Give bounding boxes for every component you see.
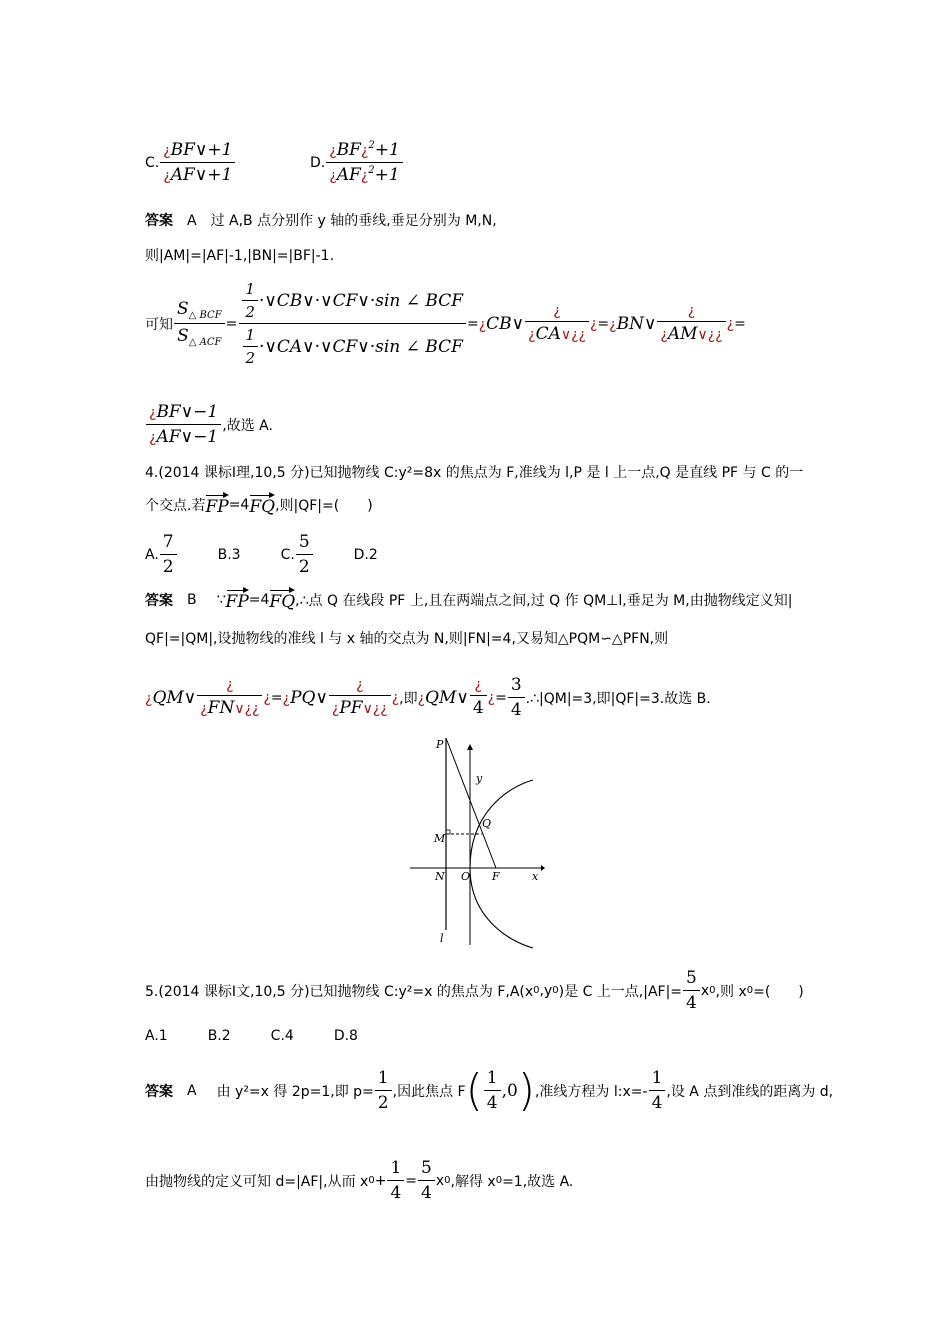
label-y: y xyxy=(476,772,483,785)
label-l: l xyxy=(440,932,444,945)
parabola-curve xyxy=(470,780,533,948)
label-m: M xyxy=(434,832,446,845)
label-q: Q xyxy=(482,817,492,830)
q3-result: $\frac{¿BF\vee-1}{¿AF\vee-1}$ ,故选 A. xyxy=(145,402,273,447)
y-axis-arrow xyxy=(467,744,473,750)
q5-solution-line2: 由抛物线的定义可知 d=|AF|,从而 x 0 + $\frac{1}{4}$ = $\frac{5}{4}$ x 0 ,解得 x 0 =1,故选 A. xyxy=(145,1158,574,1203)
parabola-figure xyxy=(405,730,545,950)
option-c: C. $\frac{¿BF\vee+1}{¿AF\vee+1}$ xyxy=(145,140,236,185)
label-f: F xyxy=(492,870,500,883)
q3-ratio-equation: 可知 $\frac{S_{\triangle BCF}}{S_{\triangle ACF}}$ = $\frac{1}{2}$ ·∨CB∨·∨CF∨·sin ∠ BCF $\frac{1}{2}$ ·∨CA∨·∨CF∨·sin ∠ BCF = ¿CB∨ $\frac{¿}{¿CA\vee¿¿}$ ¿ = ¿BN∨ $\frac{¿}{¿AM\vee¿¿}$ ¿ = xyxy=(145,280,746,367)
q5-options: A.1 B.2 C.4 D.8 xyxy=(145,1028,358,1044)
option-d: D. $\frac{¿BF¿^2+1}{¿AF¿^2+1}$ xyxy=(310,140,404,185)
right-angle-mark xyxy=(446,830,450,834)
option-d-fraction: $\frac{¿BF¿^2+1}{¿AF¿^2+1}$ xyxy=(326,140,403,185)
q4-solution-equation: ¿QM∨ $\frac{¿}{¿FN\vee¿¿}$ ¿ = ¿PQ∨ $\frac{¿}{¿PF\vee¿¿}$ ¿ ,即 ¿QM∨ $\frac{¿}{4}$ ¿ = $\frac{3}{4}$ .∴|QM|=3,即|QF|=3.故选 B. xyxy=(145,675,711,720)
label-x: x xyxy=(532,870,539,883)
label-o: O xyxy=(461,870,471,883)
x-axis-arrow xyxy=(541,865,545,871)
option-c-fraction: $\frac{¿BF\vee+1}{¿AF\vee+1}$ xyxy=(160,140,235,185)
q3-answer-line2: 则|AM|=|AF|-1,|BN|=|BF|-1. xyxy=(145,248,335,264)
q4-solution-line2: QF|=|QM|,设抛物线的准线 l 与 x 轴的交点为 N,则|FN|=4,又易知△PQM∽△PFN,则 xyxy=(145,631,669,647)
q4-stem-line1: 4.(2014 课标Ⅰ理,10,5 分)已知抛物线 C:y²=8x 的焦点为 F,准线为 l,P 是 l 上一点,Q 是直线 PF 与 C 的一 xyxy=(145,465,804,481)
q4-solution-line1: 答案 B ∵ FP =4 FQ ,∴点 Q 在线段 PF 上,且在两端点之间,过 Q 作 QM⊥l,垂足为 M,由抛物线定义知| xyxy=(145,587,792,612)
q3-answer-line1: 答案 A 过 A,B 点分别作 y 轴的垂线,垂足分别为 M,N, xyxy=(145,213,497,229)
label-p: P xyxy=(436,738,444,751)
label-n: N xyxy=(435,870,445,883)
line-pf xyxy=(446,738,496,868)
q4-options: A. $\frac{7}{2}$ B.3 C. $\frac{5}{2}$ D.2 xyxy=(145,532,378,577)
q5-stem: 5.(2014 课标Ⅰ文,10,5 分)已知抛物线 C:y²=x 的焦点为 F,A(x 0 ,y 0 )是 C 上一点,|AF|= $\frac{5}{4}$ x 0 ,则 x 0 =( ) xyxy=(145,968,804,1013)
q4-stem-line2: 个交点.若 FP =4 FQ ,则|QF|=( ) xyxy=(145,492,373,517)
q5-solution-line1: 答案 A 由 y²=x 得 2p=1,即 p= $\frac{1}{2}$ ,因此焦点 F ( $\frac{1}{4}$ ,0 ) ,准线方程为 l:x=- $\frac{1}{4}$ ,设 A 点到准线的距离为 d, xyxy=(145,1064,834,1116)
